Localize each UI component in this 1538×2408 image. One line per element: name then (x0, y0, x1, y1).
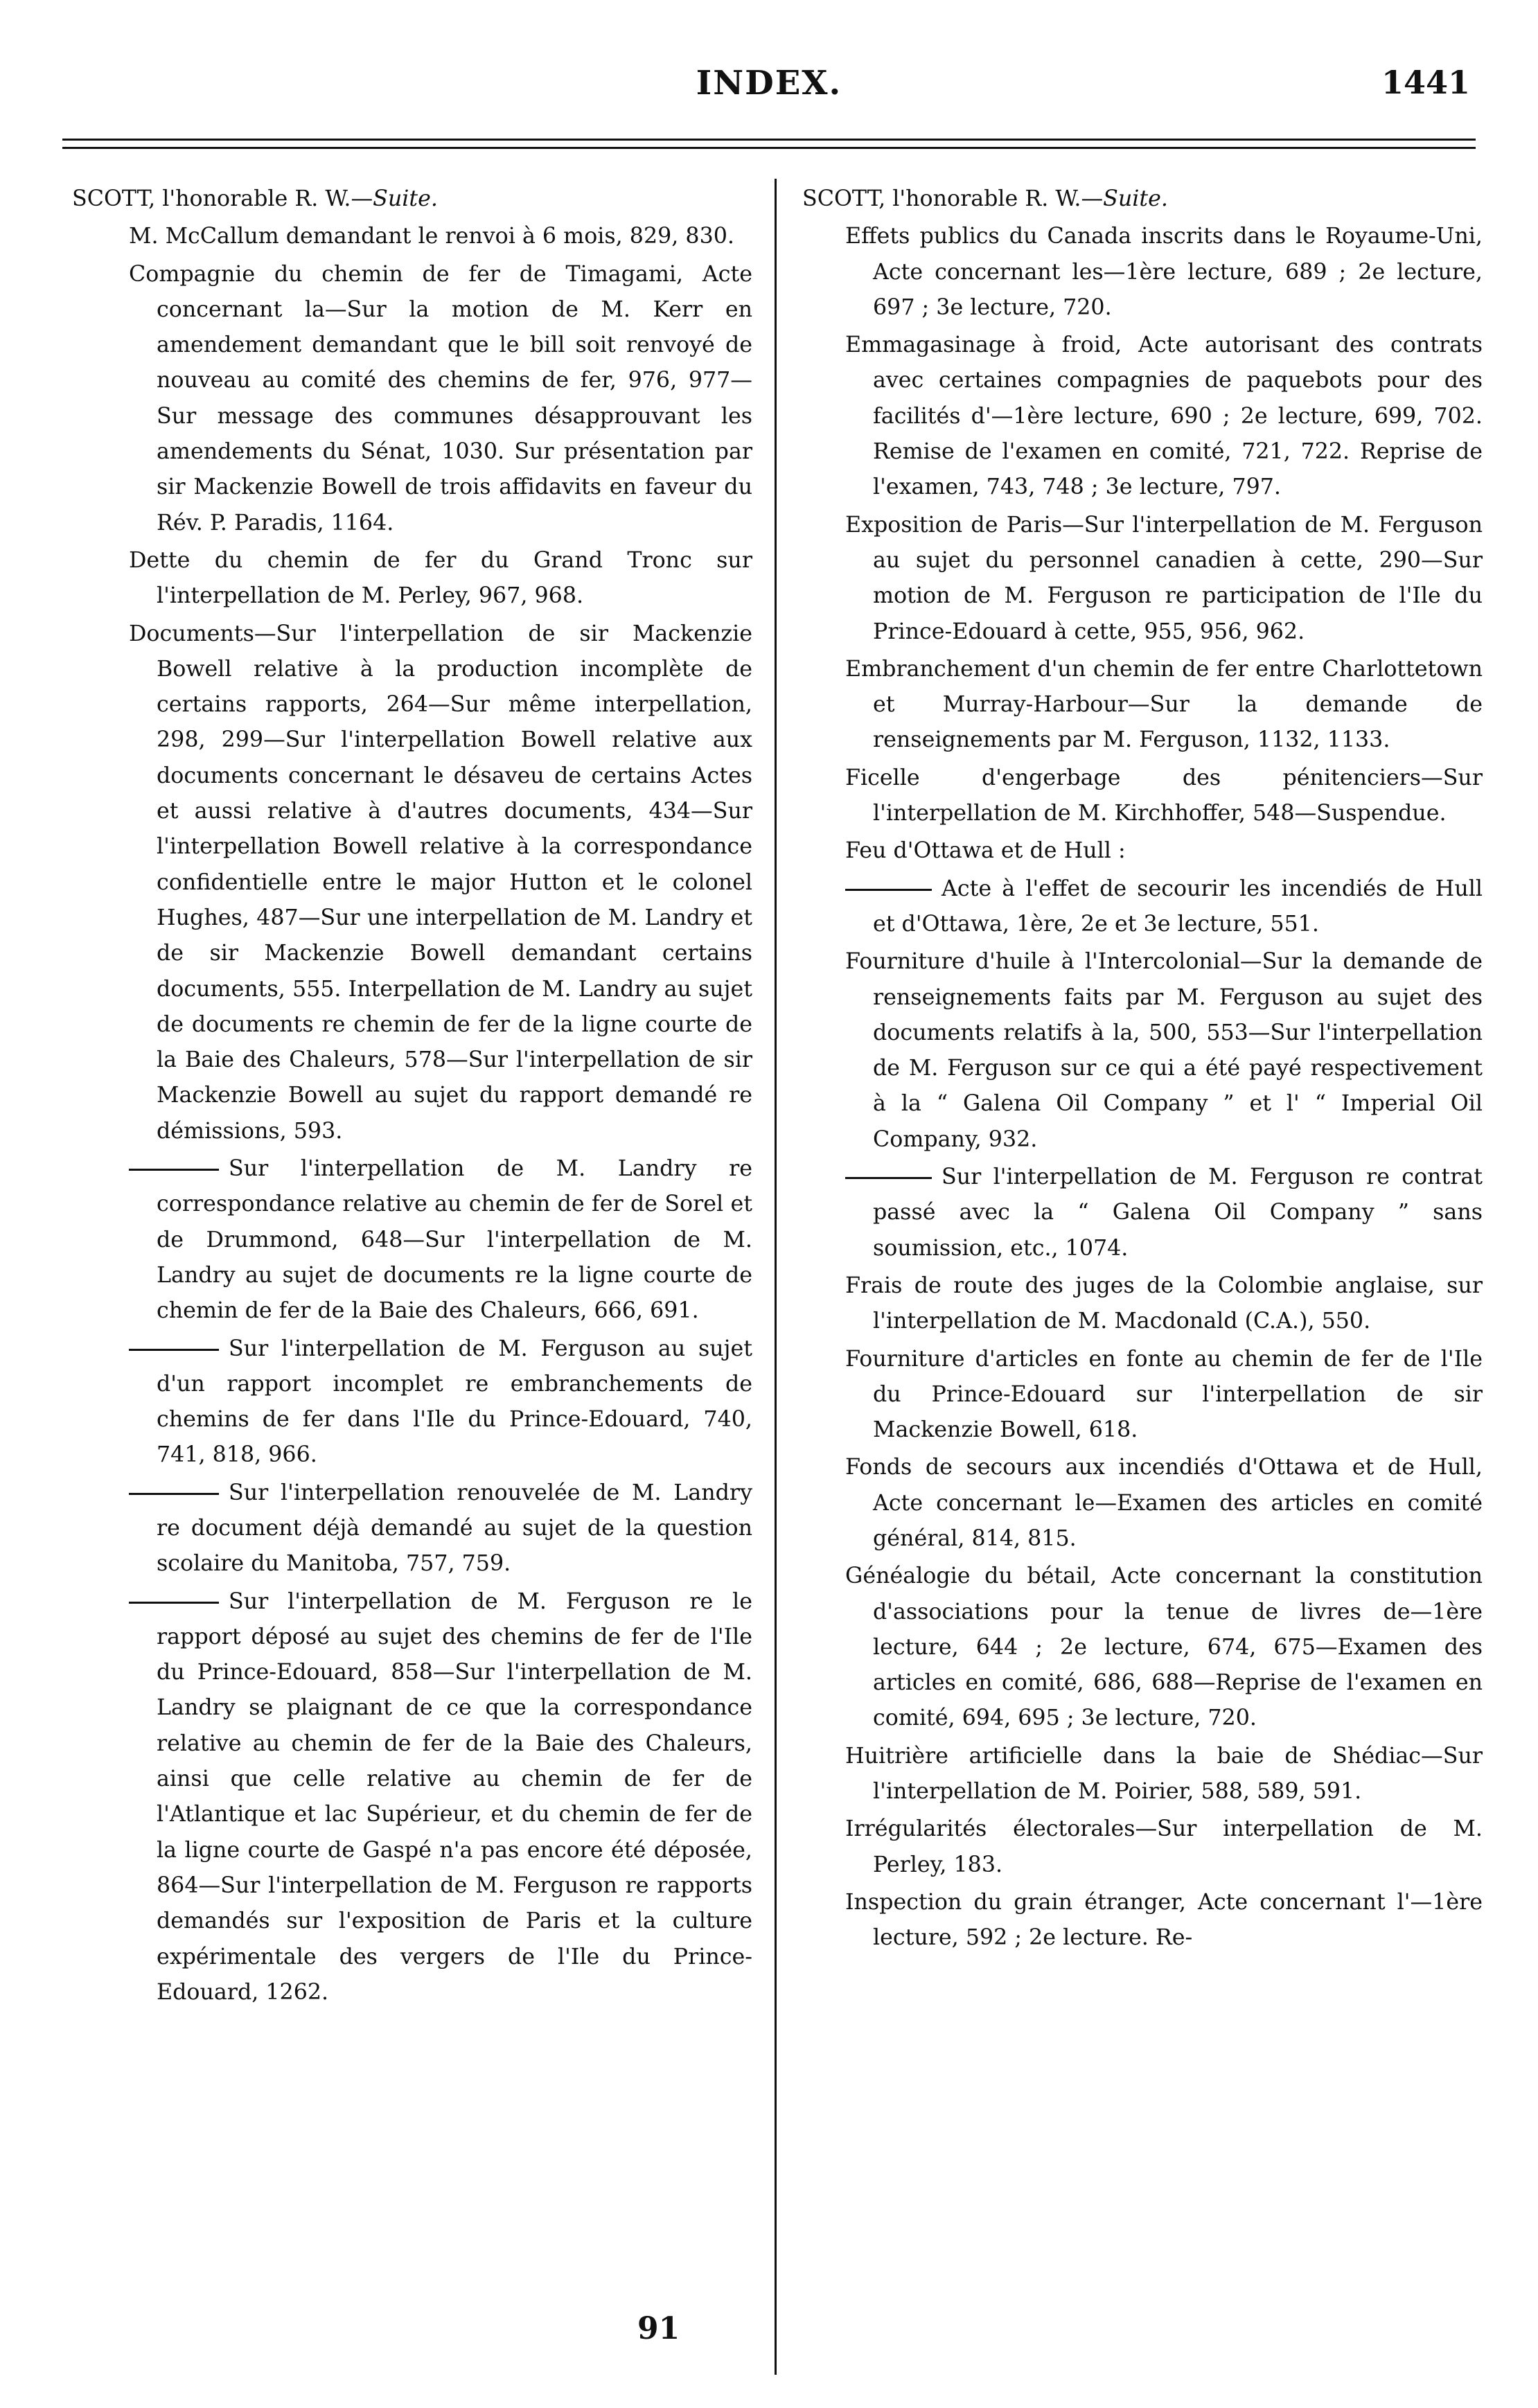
entry-text: Feu d'Ottawa et de Hull : (845, 838, 1126, 864)
heading-name: SCOTT, l'honorable R. W.— (802, 186, 1104, 211)
entry-text: Emmagasinage à froid, Acte autorisant des contrats avec certaines compagnies de paquebots pour des facilités d'—1ère lecture, 690 ; 2e lecture, 699, 702. Remise de l'examen en comité, 721, 722. Reprise de l'examen, 743, 748 ; 3e lecture, 797. (845, 333, 1483, 500)
entry-text: Documents—Sur l'interpellation de sir Mackenzie Bowell relative à la production incomplète de certains rapports, 264—Sur même interpellation, 298, 299—Sur l'interpellation Bowell relative aux documents concernant le désaveu de certains Actes et aussi relative à d'autres documents, 434—Sur l'interpellation Bowell relative à la correspondance confidentielle entre le major Hutton et le colonel Hughes, 487—Sur une interpellation de M. Landry et de sir Mackenzie Bowell demandant certains documents, 555. Interpellation de M. Landry au sujet de documents re chemin de fer de la ligne courte de la Baie des Chaleurs, 578—Sur l'interpellation de sir Mackenzie Bowell au sujet du rapport demandé re démissions, 593. (129, 621, 752, 1144)
index-entry (797, 833, 1483, 869)
index-entry (67, 257, 752, 541)
index-entry (797, 871, 1483, 943)
index-entry (797, 1268, 1483, 1340)
entry-text: Fourniture d'articles en fonte au chemin de fer de l'Ile du Prince-Edouard sur l'interpellation de sir Mackenzie Bowell, 618. (845, 1346, 1483, 1443)
index-entry (797, 1739, 1483, 1810)
entry-text: Effets publics du Canada inscrits dans le Royaume-Uni, Acte concernant les—1ère lecture, 689 ; 2e lecture, 697 ; 3e lecture, 720. (845, 224, 1483, 320)
index-entry (797, 652, 1483, 759)
index-entry (797, 219, 1483, 326)
entry-text: Embranchement d'un chemin de fer entre Charlottetown et Murray-Harbour—Sur la demande de renseignements par M. Ferguson, 1132, 1133. (845, 656, 1483, 753)
ditto-dash (129, 1349, 219, 1351)
index-entry (67, 1331, 752, 1473)
column-divider (775, 179, 777, 2375)
entry-text: Huitrière artificielle dans la baie de Shédiac—Sur l'interpellation de M. Poirier, 588, 589, 591. (845, 1743, 1483, 1805)
entry-text: Sur l'interpellation de M. Ferguson re le rapport déposé au sujet des chemins de fer de l'Ile du Prince-Edouard, 858—Sur l'interpellation de M. Landry se plaignant de ce que la correspondance relative au chemin de fer de la Baie des Chaleurs, ainsi que celle relative au chemin de fer de l'Atlantique et lac Supérieur, et du chemin de fer de la ligne courte de Gaspé n'a pas encore été déposée, 864—Sur l'interpellation de M. Ferguson re rapports demandés sur l'exposition de Paris et la culture expérimentale des vergers de l'Ile du Prince-Edouard, 1262. (157, 1588, 752, 2005)
left-column (67, 182, 752, 2012)
ditto-dash (129, 1602, 219, 1604)
index-entry (797, 328, 1483, 505)
index-entry (67, 1584, 752, 2011)
entry-text: Sur l'interpellation de M. Ferguson re contrat passé avec la “ Galena Oil Company ” sans soumission, etc., 1074. (873, 1165, 1483, 1261)
entry-text: Sur l'interpellation de M. Landry re correspondance relative au chemin de fer de Sorel et de Drummond, 648—Sur l'interpellation de M. Landry au sujet de documents re la ligne courte de chemin de fer de la Baie des Chaleurs, 666, 691. (157, 1156, 752, 1324)
entry-text: Frais de route des juges de la Colombie anglaise, sur l'interpellation de M. Macdonald (C.A.), 550. (845, 1273, 1483, 1334)
entry-text: Irrégularités électorales—Sur interpellation de M. Perley, 183. (845, 1816, 1483, 1877)
index-entry (797, 1559, 1483, 1736)
page-number: 1441 (1381, 64, 1470, 101)
entry-text: Fonds de secours aux incendiés d'Ottawa et de Hull, Acte concernant le—Examen des articles en comité général, 814, 815. (845, 1455, 1483, 1551)
right-column (797, 182, 1483, 1958)
entry-text: Exposition de Paris—Sur l'interpellation de M. Ferguson au sujet du personnel canadien à cette, 290—Sur motion de M. Ferguson re participation de l'Ile du Prince-Edouard à cette, 955, 956, 962. (845, 512, 1483, 644)
index-entry (797, 1812, 1483, 1883)
entry-text: Fourniture d'huile à l'Intercolonial—Sur la demande de renseignements faits par M. Ferguson au sujet des documents relatifs à la, 500, 553—Sur l'interpellation de M. Ferguson sur ce qui a été payé respectivement à la “ Galena Oil Company ” et l' “ Imperial Oil Company, 932. (845, 949, 1483, 1152)
ditto-dash (129, 1169, 219, 1171)
header-rule-secondary (62, 147, 1476, 149)
index-entry (797, 508, 1483, 650)
page-title: INDEX. (696, 64, 842, 103)
ditto-dash (129, 1493, 219, 1495)
heading-suite: Suite. (1103, 186, 1168, 211)
entry-text: Généalogie du bétail, Acte concernant la constitution d'associations pour la tenue de livres de—1ère lecture, 644 ; 2e lecture, 674, 675—Examen des articles en comité, 686, 688—Reprise de l'examen en comité, 694, 695 ; 3e lecture, 720. (845, 1564, 1483, 1731)
entry-text: Compagnie du chemin de fer de Timagami, Acte concernant la—Sur la motion de M. Kerr en amendement demandant que le bill soit renvoyé de nouveau au comité des chemins de fer, 976, 977—Sur message des communes désapprouvant les amendements du Sénat, 1030. Sur présentation par sir Mackenzie Bowell de trois affidavits en faveur du Rév. P. Paradis, 1164. (129, 261, 752, 535)
column-heading (67, 182, 752, 217)
index-entry (67, 1151, 752, 1329)
entry-text: Acte à l'effet de secourir les incendiés de Hull et d'Ottawa, 1ère, 2e et 3e lecture, 551. (873, 876, 1483, 937)
index-entry (797, 1450, 1483, 1557)
index-entry (797, 1885, 1483, 1956)
heading-name: SCOTT, l'honorable R. W.— (72, 186, 373, 211)
entry-text: Inspection du grain étranger, Acte concernant l'—1ère lecture, 592 ; 2e lecture. Re- (845, 1889, 1483, 1951)
header-rule (62, 139, 1476, 141)
ditto-dash (845, 1177, 932, 1179)
index-entry (797, 1342, 1483, 1449)
index-entry (797, 944, 1483, 1158)
heading-suite: Suite. (373, 186, 438, 211)
entry-text: Dette du chemin de fer du Grand Tronc sur l'interpellation de M. Perley, 967, 968. (129, 547, 752, 609)
signature-mark: 91 (637, 2311, 680, 2346)
ditto-dash (845, 889, 932, 891)
column-heading (797, 182, 1483, 217)
entry-text: Sur l'interpellation renouvelée de M. Landry re document déjà demandé au sujet de la question scolaire du Manitoba, 757, 759. (157, 1480, 752, 1577)
index-entry (67, 617, 752, 1149)
index-entry (797, 761, 1483, 832)
entry-text: M. McCallum demandant le renvoi à 6 mois, 829, 830. (129, 224, 734, 249)
page-header (62, 64, 1476, 119)
index-entry (797, 1160, 1483, 1266)
index-entry (67, 219, 752, 254)
index-entry (67, 543, 752, 614)
entry-text: Sur l'interpellation de M. Ferguson au sujet d'un rapport incomplet re embranchements de chemins de fer dans l'Ile du Prince-Edouard, 740, 741, 818, 966. (157, 1336, 752, 1468)
index-entry (67, 1476, 752, 1582)
entry-text: Ficelle d'engerbage des pénitenciers—Sur l'interpellation de M. Kirchhoffer, 548—Suspendue. (845, 765, 1483, 826)
